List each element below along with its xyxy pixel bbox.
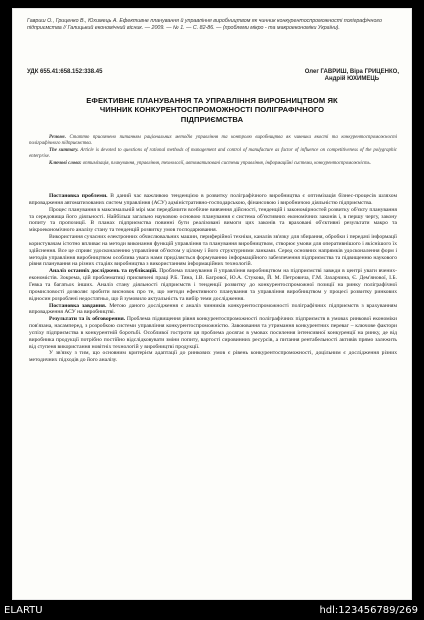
body-text — [29, 193, 397, 364]
criterion-text: У зв'язку з тим, що основним критерієм адаптації до ринкових умов є рівень конкурентоспроможності, доцільним є дослідження різних методичних підходів до його аналізу. — [29, 350, 397, 364]
problem-text: В даний час важливою тенденцією в розвитку поліграфічного виробництва є оптимізація бізнес-процесів шляхом впровадження автоматизованих систем управління (АСУ) адміністративно-господарською, фінансовою і виробничою діяльністю підприємства. — [29, 193, 398, 206]
summary-label: The summary. — [49, 147, 79, 153]
planning-text: Процес планування в максимальній мірі має передбачити всебічне вивчення дійсності, тенденцій і закономірностей розвитку об'єкту планування та середовища його діяльності. Найбільш загально науковою основою планування є система об'єктивних економічних законів і, в першу чергу, закону попиту та пропозиції. В планах підприємства повинні бути реалізовані вимоги цих законів та враховані об'єктивні результати макро та мікроекономічного аналізу стану та тенденцій розвитку умов господарювання. — [29, 206, 397, 234]
results-label: Результати та їх обговорення. — [49, 316, 126, 323]
paragraph-analysis — [29, 268, 397, 302]
paragraph-problem — [29, 193, 397, 207]
keywords-label: Ключові слова: — [49, 160, 82, 166]
resume-label: Резюме. — [49, 135, 66, 140]
title-line-3: ПІДПРИЄМСТВА — [180, 114, 244, 124]
task-label: Постановка завдання. — [49, 302, 107, 309]
paragraph-results — [29, 316, 397, 350]
paragraph-criterion — [29, 350, 397, 364]
resume-paragraph — [29, 135, 397, 147]
footer-handle: hdl:123456789/269 — [319, 605, 418, 616]
authors — [305, 69, 399, 84]
citation-reference: Гавриш О., Гриценко В., Юхимець А. Ефективне планування й управління виробництвом як чинник конкурентоспроможності поліграфічного підприємства // Галицький економічний вісник. — 2009. — № 1. — С. 82-86. — (проблеми мікро - та макроекономіки України). — [27, 18, 382, 31]
paper-page — [12, 8, 412, 600]
paper-title — [33, 96, 391, 124]
paragraph-task — [29, 303, 397, 317]
keywords-text: оптимізація, планування, управління, технології, автоматизовані системи управління, інформаційні системи, конкурентоспроможність. — [82, 160, 371, 166]
authors-line-1: Олег ГАВРИШ, Віра ГРИЦЕНКО, — [304, 69, 399, 75]
problem-label: Постановка проблеми. — [49, 193, 108, 199]
paragraph-planning — [29, 207, 397, 234]
summary-text: Article is devoted to questions of rational methods of management and control of manufacture as factor of influence on competitiveness of the polygraphic enterprise. — [29, 147, 397, 159]
title-line-1: ЕФЕКТИВНЕ ПЛАНУВАННЯ ТА УПРАВЛІННЯ ВИРОБНИЦТВОМ ЯК — [86, 96, 338, 105]
udk-code: УДК 655.41:658.152:338.45 — [27, 69, 103, 75]
results-text: Проблема підвищення рівня конкурентоспроможності поліграфічних підприємств в умовах ринкової економіки пов'язана, насамперед, з розробкою системи управління конкурентоспроможністю. Завоювання та утримання конкурентних переваг – ключове фактори успіху підприємства в конкурентній боротьбі. Особливої гостроти ця проблема досягає в умовах посилення інтенсивної конкуренції на ринку, де від виробника продукції потрібно постійно відслідковувати зміни попиту, вартості сировинних ресурсів, а питання рентабельності активів прямо залежить від ступеня використання новітніх технологій у виробництві продукції. — [29, 316, 397, 350]
footer-repository-label: ELARTU — [4, 605, 43, 616]
authors-line-2: Андрій ЮХИМЕЦЬ — [324, 76, 380, 83]
title-line-2: ЧИННИК КОНКУРЕНТОСПРОМОЖНОСТІ ПОЛІГРАФІЧНОГО — [99, 105, 325, 115]
summary-paragraph — [29, 148, 397, 160]
resume-text: Статтю присвячено питанням раціональних методів управління та контролю виробництва як чинника якості та конкурентоспроможності поліграфічного підприємства. — [29, 135, 397, 146]
computers-text: Використання сучасних електронних обчислювальних машин, периферійної техніки, каналів зв'язку для збирання, обробки і передачі інформації користувачам істотно впливає на методи виконання функцій управління та планування виробництвом, створює умови для оперативнішого і якіснішого їх здійснення. Все це сприяє удосконаленню управління об'єктом у цілому і його структурними ланками. Серед основних напрямків удосконалення форм і методів управління виробництвом особлива увага нами приділяється формуванню інформаційного забезпечення підприємства та підвищенню наукового рівня планування на різних стадіях виробництва з використанням інформаційних технологій. — [29, 234, 397, 268]
paragraph-computers — [29, 234, 397, 268]
keywords-paragraph — [29, 161, 397, 167]
analysis-text: Проблема планування й управління виробництвом на підприємстві завжди в центрі уваги вчених-економістів. Зокрема, цій проблематиці присвячені праці Р.Б. Тяна, І.В. Багрової, Ю.А. Стукова, Й. М. Петровича, Г.М. Захарчина, Є. Дем'янової, І.Б. Гевка та багатьох інших. Аналіз стану діяльності підприємств і тенденції розвитку до конкурентоспроможної позиції на ринку поліграфічної промисловості дозволяє зробити висновок про те, що методи ефективного планування та управління виробництвом у процесі розвитку ринкових відносин розроблені недостатньо, що й зумовило актуальність та вибір теми дослідження. — [29, 268, 398, 302]
abstracts — [29, 135, 397, 168]
task-text: Метою даного дослідження є аналіз чинників конкурентоспроможності поліграфічних підприємств з врахуванням впровадження АСУ на виробництві. — [29, 302, 397, 316]
analysis-label: Аналіз останніх досліджень та публікацій. — [49, 268, 158, 275]
